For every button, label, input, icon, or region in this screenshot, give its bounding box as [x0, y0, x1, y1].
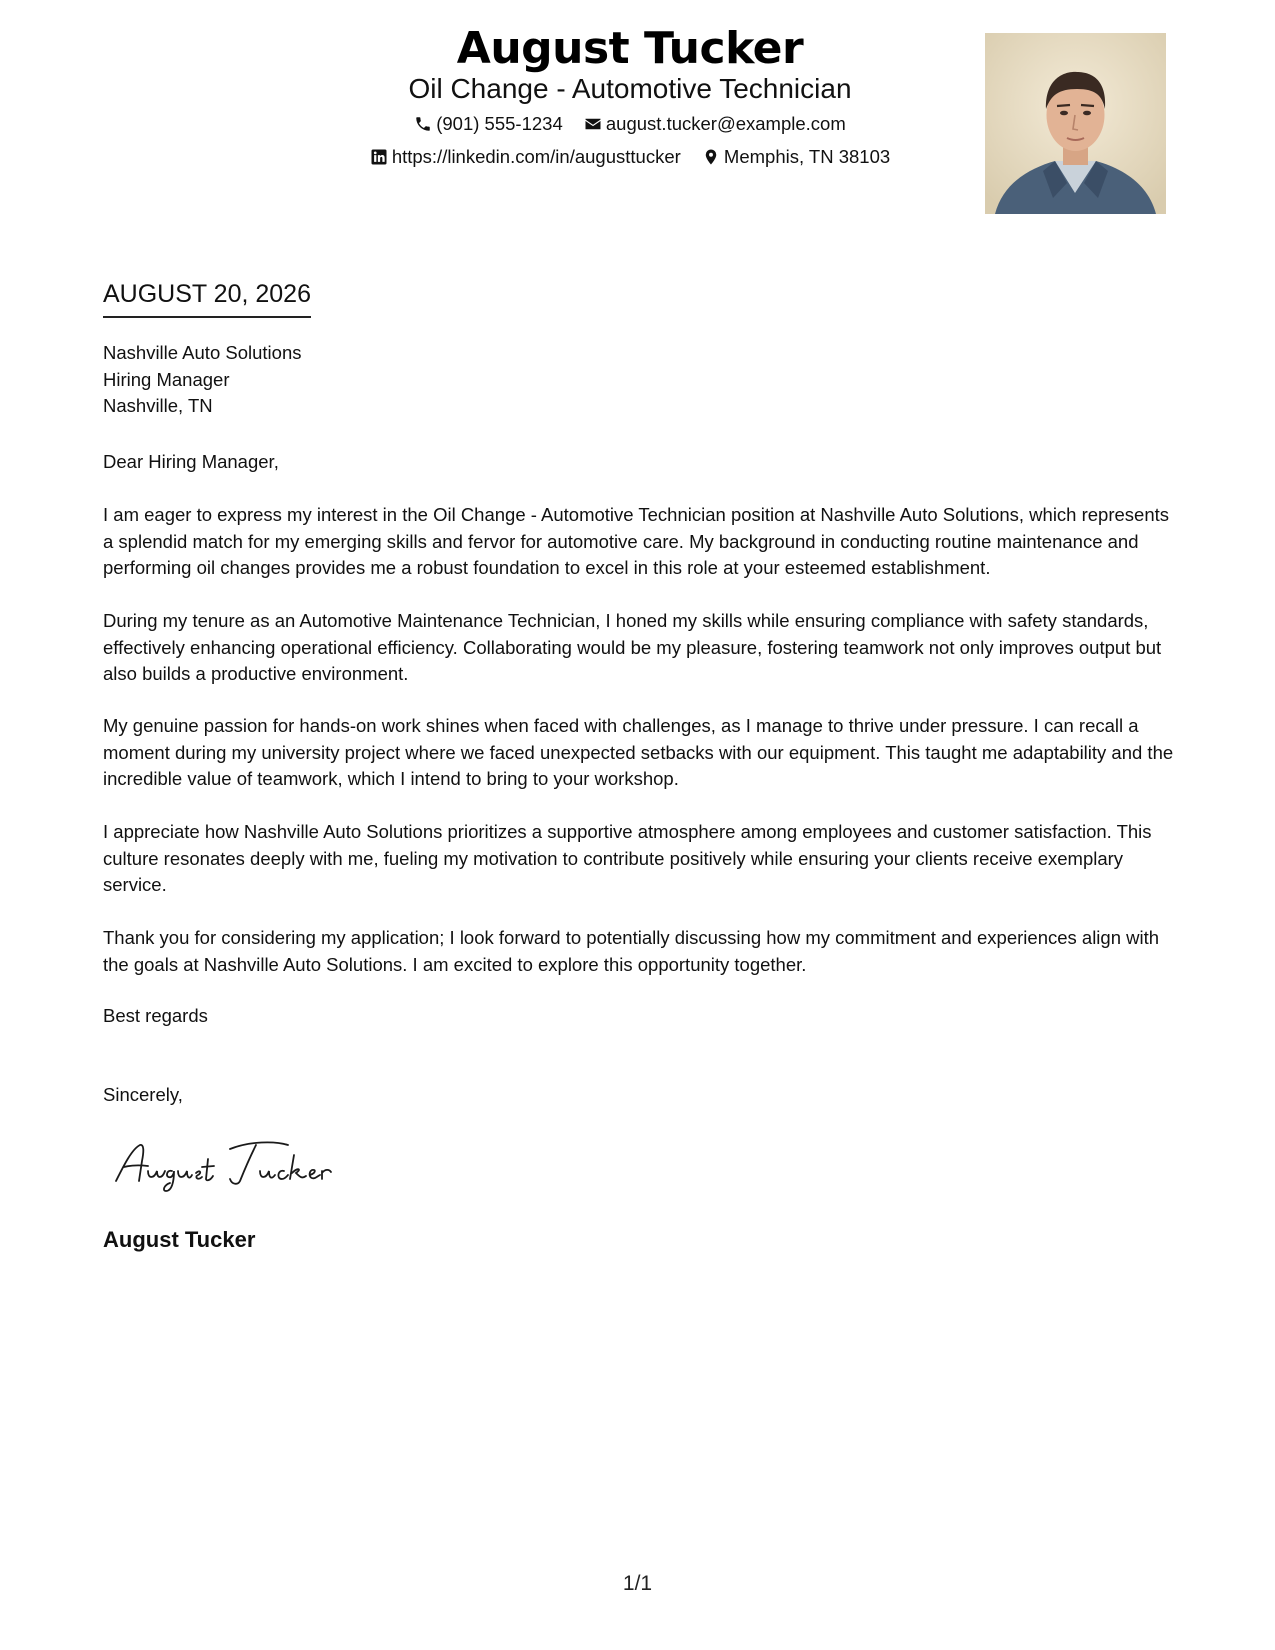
location-text: Memphis, TN 38103 — [723, 146, 891, 167]
linkedin-text[interactable]: https://linkedin.com/in/augusttucker — [391, 146, 681, 167]
linkedin-icon — [370, 148, 388, 166]
envelope-icon — [584, 115, 602, 133]
profile-photo — [985, 33, 1166, 214]
body-paragraph: My genuine passion for hands-on work shines when faced with challenges, as I manage to thrive under pressure. I can recall a moment during my university project where we faced unexpected setbacks with our equipment. This taught me adaptability and the incredible value of teamwork, which I intend to bring to your workshop. — [103, 715, 1174, 789]
applicant-role: Oil Change - Automotive Technician — [408, 73, 852, 104]
map-pin-icon — [702, 148, 720, 166]
recipient-location: Nashville, TN — [103, 395, 213, 416]
contact-location — [702, 145, 890, 169]
body-paragraph: Thank you for considering my application; I look forward to potentially discussing how my commitment and experiences align with the goals at Nashville Auto Solutions. I am excited to explore this opportunity together. — [103, 927, 1160, 975]
letter-header — [0, 0, 1275, 230]
signoff-line: Sincerely, — [103, 1084, 183, 1105]
signer-name: August Tucker — [103, 1227, 256, 1252]
recipient-company: Nashville Auto Solutions — [103, 342, 302, 363]
email-text[interactable]: august.tucker@example.com — [605, 113, 846, 134]
salutation: Dear Hiring Manager, — [103, 451, 279, 472]
handwritten-signature — [110, 1135, 370, 1195]
body-paragraph: I am eager to express my interest in the Oil Change - Automotive Technician position at Nashville Auto Solutions, which represents a splendid match for my emerging skills and fervor for automotive care. My background in conducting routine maintenance and performing oil changes provides me a robust foundation to excel in this role at your esteemed establishment. — [103, 504, 1170, 578]
page-number: 1/1 — [622, 1572, 653, 1595]
applicant-name: August Tucker — [456, 23, 804, 74]
phone-text: (901) 555-1234 — [436, 113, 563, 134]
body-paragraph: I appreciate how Nashville Auto Solutions prioritizes a supportive atmosphere among employees and customer satisfaction. This culture resonates deeply with me, fueling my motivation to contribute positively while ensuring your clients receive exemplary service. — [103, 821, 1152, 895]
closing-line: Best regards — [103, 1005, 208, 1026]
recipient-title: Hiring Manager — [103, 368, 230, 390]
recipient-block — [103, 340, 301, 420]
contact-linkedin[interactable] — [370, 145, 681, 169]
contact-email[interactable] — [584, 112, 846, 136]
contact-phone — [414, 112, 563, 136]
phone-icon — [414, 115, 432, 133]
body-paragraph: During my tenure as an Automotive Maintenance Technician, I honed my skills while ensuring compliance with safety standards, effectively enhancing operational efficiency. Collaborating would be my pleasure, fostering teamwork not only improves output but also builds a productive environment. — [103, 610, 1162, 684]
letter-date: AUGUST 20, 2026 — [103, 278, 311, 318]
